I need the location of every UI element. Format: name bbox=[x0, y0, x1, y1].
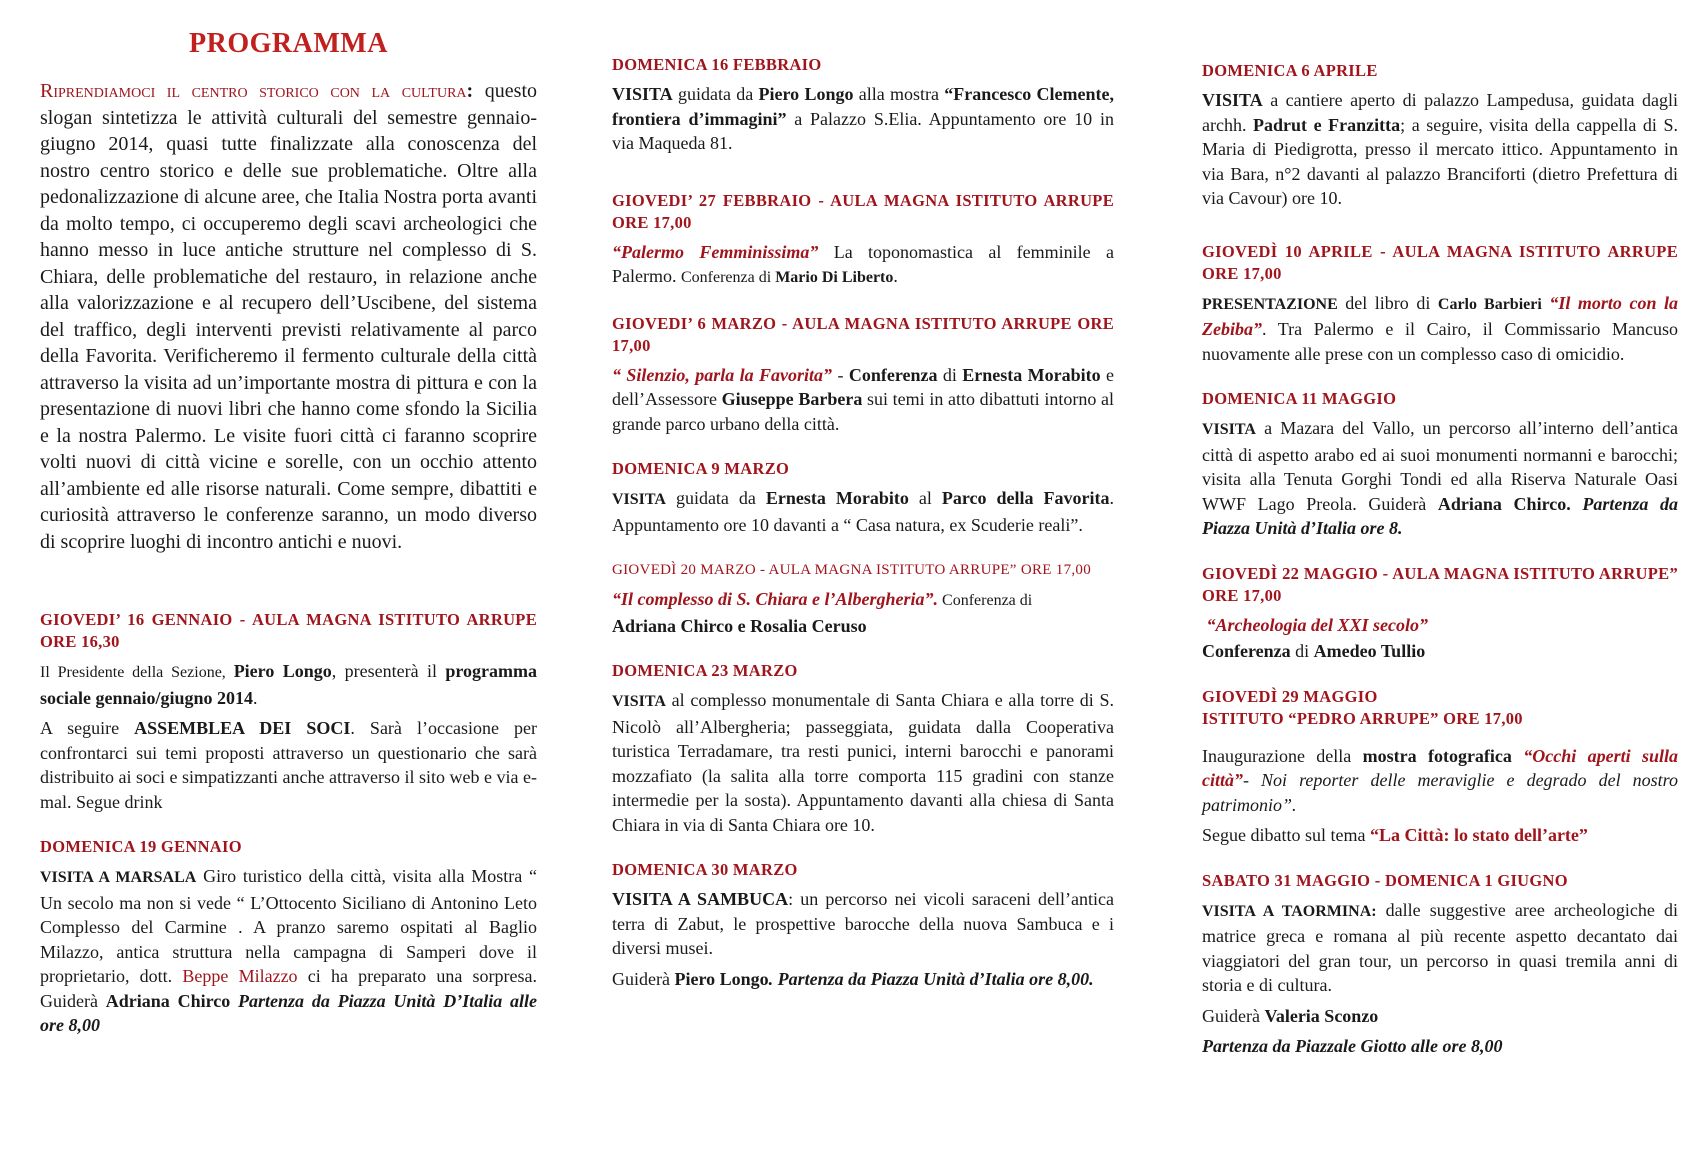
event-text: VISITA guidata da Ernesta Morabito al Parco della Favorita. Appuntamento ore 10 davanti a “ Casa natura, ex Scuderie reali”. bbox=[612, 488, 1114, 535]
event-heading: GIOVEDI’ 16 GENNAIO - AULA MAGNA ISTITUTO ARRUPE ORE 16,30 bbox=[40, 610, 537, 651]
event-text: A seguire ASSEMBLEA DEI SOCI. Sarà l’occasione per confrontarci sui temi proposti attraverso un questionario che sarà distribuito ai soci e simpatizzanti anche attraverso il sito web e via e-mal. Segue drink bbox=[40, 718, 537, 812]
event-heading: DOMENICA 19 GENNAIO bbox=[40, 837, 242, 856]
event-text: Conferenza di Amedeo Tullio bbox=[1202, 641, 1426, 661]
event-10-aprile bbox=[1202, 241, 1678, 367]
event-16-febbraio bbox=[612, 54, 1114, 156]
event-27-febbraio bbox=[612, 190, 1114, 291]
page-title: PROGRAMMA bbox=[189, 28, 388, 59]
event-heading: GIOVEDI’ 27 FEBBRAIO - AULA MAGNA ISTITUTO ARRUPE ORE 17,00 bbox=[612, 190, 1114, 232]
event-text: VISITA A SAMBUCA: un percorso nei vicoli saraceni dell’antica terra di Zabut, le prospettive barocche della nuova Sambuca e i diversi musei. bbox=[612, 889, 1114, 958]
event-heading: DOMENICA 11 MAGGIO bbox=[1202, 389, 1397, 408]
event-heading: GIOVEDÌ 22 MAGGIO - AULA MAGNA ISTITUTO ARRUPE” ORE 17,00 bbox=[1202, 563, 1678, 605]
event-heading: GIOVEDÌ 29 MAGGIO bbox=[1202, 686, 1378, 706]
event-heading: GIOVEDI’ 6 MARZO - AULA MAGNA ISTITUTO ARRUPE ORE 17,00 bbox=[612, 313, 1114, 355]
event-text: Guiderà Piero Longo. Partenza da Piazza Unità d’Italia ore 8,00. bbox=[612, 968, 1094, 989]
event-text: “Palermo Femminissima” La toponomastica al femminile a Palermo. Conferenza di Mario Di Liberto. bbox=[612, 241, 1114, 286]
event-16-gennaio bbox=[40, 609, 537, 814]
event-text: PRESENTAZIONE del libro di Carlo Barbieri “Il morto con la Zebiba”. Tra Palermo e il Cairo, il Commissario Mancuso nuovamente alle prese con un complesso caso di omicidio. bbox=[1202, 292, 1678, 364]
event-text: Guiderà Valeria Sconzo bbox=[1202, 1005, 1379, 1026]
event-text: Il Presidente della Sezione, Piero Longo, presenterà il programma sociale gennaio/giugno 2014. bbox=[40, 661, 537, 708]
event-22-maggio bbox=[1202, 563, 1678, 664]
event-23-marzo bbox=[612, 660, 1114, 837]
event-text: VISITA al complesso monumentale di Santa Chiara e alla torre di S. Nicolò all’Albergheria; passeggiata, guidata dalla Cooperativa turistica Terradamare, tra resti punici, interni barocchi e panorami mozzafiato (la salita alla torre comporta 115 gradini con stanze intermedie per la sosta). Appuntamento davanti alla chiesa di Santa Chiara in via di Santa Chiara ore 10. bbox=[612, 690, 1114, 835]
event-6-aprile bbox=[1202, 60, 1678, 211]
event-heading: DOMENICA 30 MARZO bbox=[612, 860, 798, 879]
event-text: Segue dibatto sul tema “La Città: lo stato dell’arte” bbox=[1202, 825, 1588, 845]
event-text: “Archeologia del XXI secolo” bbox=[1206, 614, 1428, 635]
event-heading: SABATO 31 MAGGIO - DOMENICA 1 GIUGNO bbox=[1202, 870, 1568, 890]
event-heading: DOMENICA 23 MARZO bbox=[612, 661, 798, 680]
column-right bbox=[1202, 60, 1678, 1081]
event-heading: DOMENICA 6 APRILE bbox=[1202, 61, 1378, 80]
intro-paragraph: Riprendiamoci il centro storico con la cultura: questo slogan sintetizza le attività culturali del semestre gennaio-giugno 2014, quasi tutte finalizzate alla conoscenza del nostro centro storico e delle sue problematiche. Oltre alla pedonalizzazione di alcune aree, che Italia Nostra porta avanti da molto tempo, ci occuperemo degli scavi archeologici che hanno messo in luce antiche strutture nel complesso di S. Chiara, delle problematiche del restauro, in relazione anche alla valorizzazione e al recupero dell’Uscibene, del sistema del traffico, degli interventi previsti relativamente al parco della Favorita. Verificheremo il fermento culturale della città attraverso la visita ad un’importante mostra di pittura e con la presentazione di nuovi libri che hanno come sfondo la Sicilia e la nostra Palermo. Le visite fuori città ci faranno scoprire volti nuovi di città vicine e sorelle, con un occhio attento all’ambiente ed alle risorse naturali. Come sempre, dibattiti e curiosità attraverso le conferenze saranno, un modo diverso di scoprire luoghi di incontro antichi e nuovi. bbox=[40, 80, 538, 553]
event-20-marzo bbox=[612, 559, 1114, 638]
intro-slogan: Riprendiamoci il centro storico con la cultura bbox=[40, 80, 467, 102]
column-middle bbox=[612, 54, 1114, 1013]
event-heading: GIOVEDÌ 10 APRILE - AULA MAGNA ISTITUTO ARRUPE ORE 17,00 bbox=[1202, 241, 1678, 283]
event-text: Partenza da Piazzale Giotto alle ore 8,00 bbox=[1202, 1036, 1503, 1056]
event-text: VISITA a Mazara del Vallo, un percorso all’interno dell’antica città di aspetto arabo ed ai suoi monumenti normanni e barocchi; visita alla Tenuta Gorghi Tondi ed alla Riserva Naturale Oasi WWF Lago Preola. Guiderà Adriana Chirco. Partenza da Piazza Unità d’Italia ore 8. bbox=[1202, 418, 1678, 538]
event-9-marzo bbox=[612, 458, 1114, 537]
event-6-marzo bbox=[612, 313, 1114, 437]
event-text: “Il complesso di S. Chiara e l’Albergheria”. Conferenza di Adriana Chirco e Rosalia Ceruso bbox=[612, 589, 1033, 636]
event-text: Inaugurazione della mostra fotografica “Occhi aperti sulla città”- Noi reporter delle meraviglie e degrado del nostro patrimonio”. bbox=[1202, 745, 1678, 815]
column-left bbox=[40, 0, 537, 1060]
event-heading: DOMENICA 16 FEBBRAIO bbox=[612, 55, 822, 74]
event-30-marzo bbox=[612, 859, 1114, 991]
event-31-maggio bbox=[1202, 870, 1678, 1059]
event-29-maggio bbox=[1202, 686, 1678, 848]
event-text: VISITA guidata da Piero Longo alla mostra “Francesco Clemente, frontiera d’immagini” a Palazzo S.Elia. Appuntamento ore 10 in via Maqueda 81. bbox=[612, 84, 1114, 153]
event-subheading: ISTITUTO “PEDRO ARRUPE” ORE 17,00 bbox=[1202, 708, 1523, 728]
event-19-gennaio bbox=[40, 836, 537, 1038]
event-text: “ Silenzio, parla la Favorita” - Conferenza di Ernesta Morabito e dell’Assessore Giuseppe Barbera sui temi in atto dibattuti intorno al grande parco urbano della città. bbox=[612, 364, 1114, 434]
event-heading: GIOVEDÌ 20 MARZO - AULA MAGNA ISTITUTO ARRUPE” ORE 17,00 bbox=[612, 562, 1092, 578]
event-text: VISITA A TAORMINA: dalle suggestive aree archeologiche di matrice greca e romana al più recente aspetto decantato dai viaggiatori del gran tour, un percorso in quasi tremila anni di storia e di cultura. bbox=[1202, 899, 1678, 995]
event-text: VISITA A MARSALA Giro turistico della città, visita alla Mostra “ Un secolo ma non si vede “ L’Ottocento Siciliano di Antonino Leto Complesso del Carmine . A pranzo saremo ospitati al Baglio Milazzo, antica struttura nella campagna di Samperi dove il proprietario, dott. Beppe Milazzo ci ha preparato una sorpresa. Guiderà Adriana Chirco Partenza da Piazza Unità D’Italia alle ore 8,00 bbox=[40, 866, 537, 1035]
event-11-maggio bbox=[1202, 388, 1678, 541]
event-text: VISITA a cantiere aperto di palazzo Lampedusa, guidata dagli archh. Padrut e Franzitta; a seguire, visita della cappella di S. Maria di Piedigrotta, presso il mercato ittico. Appuntamento in via Bara, n°2 davanti al palazzo Branciforti (dietro Prefettura di via Cavour) ore 10. bbox=[1202, 90, 1678, 208]
event-heading: DOMENICA 9 MARZO bbox=[612, 459, 790, 478]
